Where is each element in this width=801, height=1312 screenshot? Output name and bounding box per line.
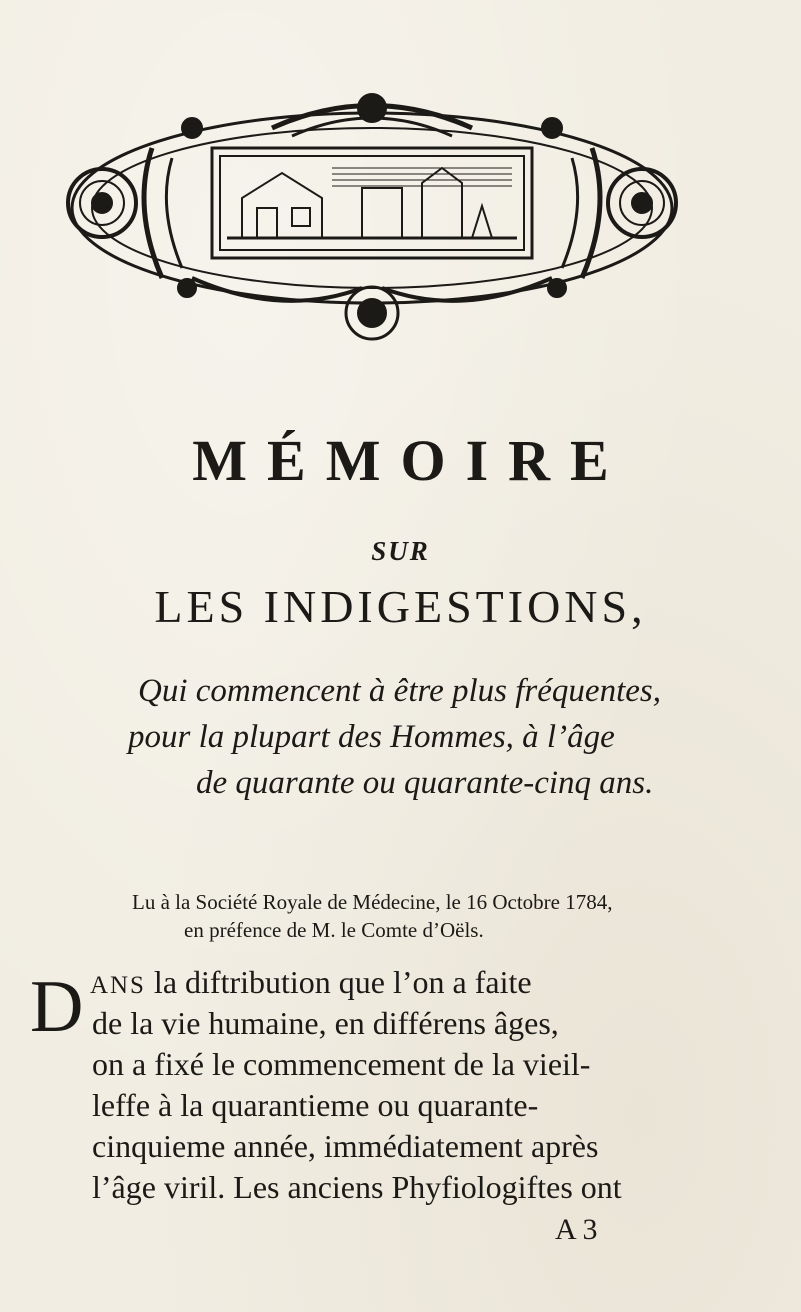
title-subject: LES INDIGESTIONS, [154, 581, 647, 632]
title-preposition: SUR [371, 536, 430, 566]
subtitle-line: de quarante ou quarante-cinq ans. [196, 765, 654, 801]
body-line: cinquieme année, immédiatement après [92, 1128, 599, 1164]
body-line: on a fixé le commencement de la vieil- [92, 1046, 591, 1082]
body-line: de la vie humaine, en différens âges, [92, 1005, 559, 1041]
body-line: l’âge viril. Les anciens Phyfiologiftes ont [92, 1169, 622, 1205]
subtitle-line: Qui commencent à être plus fréquentes, [138, 673, 661, 709]
ornamental-vignette [42, 88, 702, 358]
note-line: Lu à la Société Royale de Médecine, le 16 Octobre 1784, [132, 890, 613, 914]
note-line: en préfence de M. le Comte d’Oëls. [184, 918, 484, 942]
first-word-caps: ANS [90, 972, 146, 999]
signature-mark: A 3 [555, 1213, 598, 1246]
drop-cap: D [30, 966, 84, 1048]
subtitle-line: pour la plupart des Hommes, à l’âge [128, 719, 615, 755]
page-title: MÉMOIRE [192, 428, 629, 493]
body-line: leffe à la quarantieme ou quarante- [92, 1087, 539, 1123]
first-line-text: la diftribution que l’on a faite [145, 964, 532, 1000]
body-first-line [90, 962, 532, 1006]
